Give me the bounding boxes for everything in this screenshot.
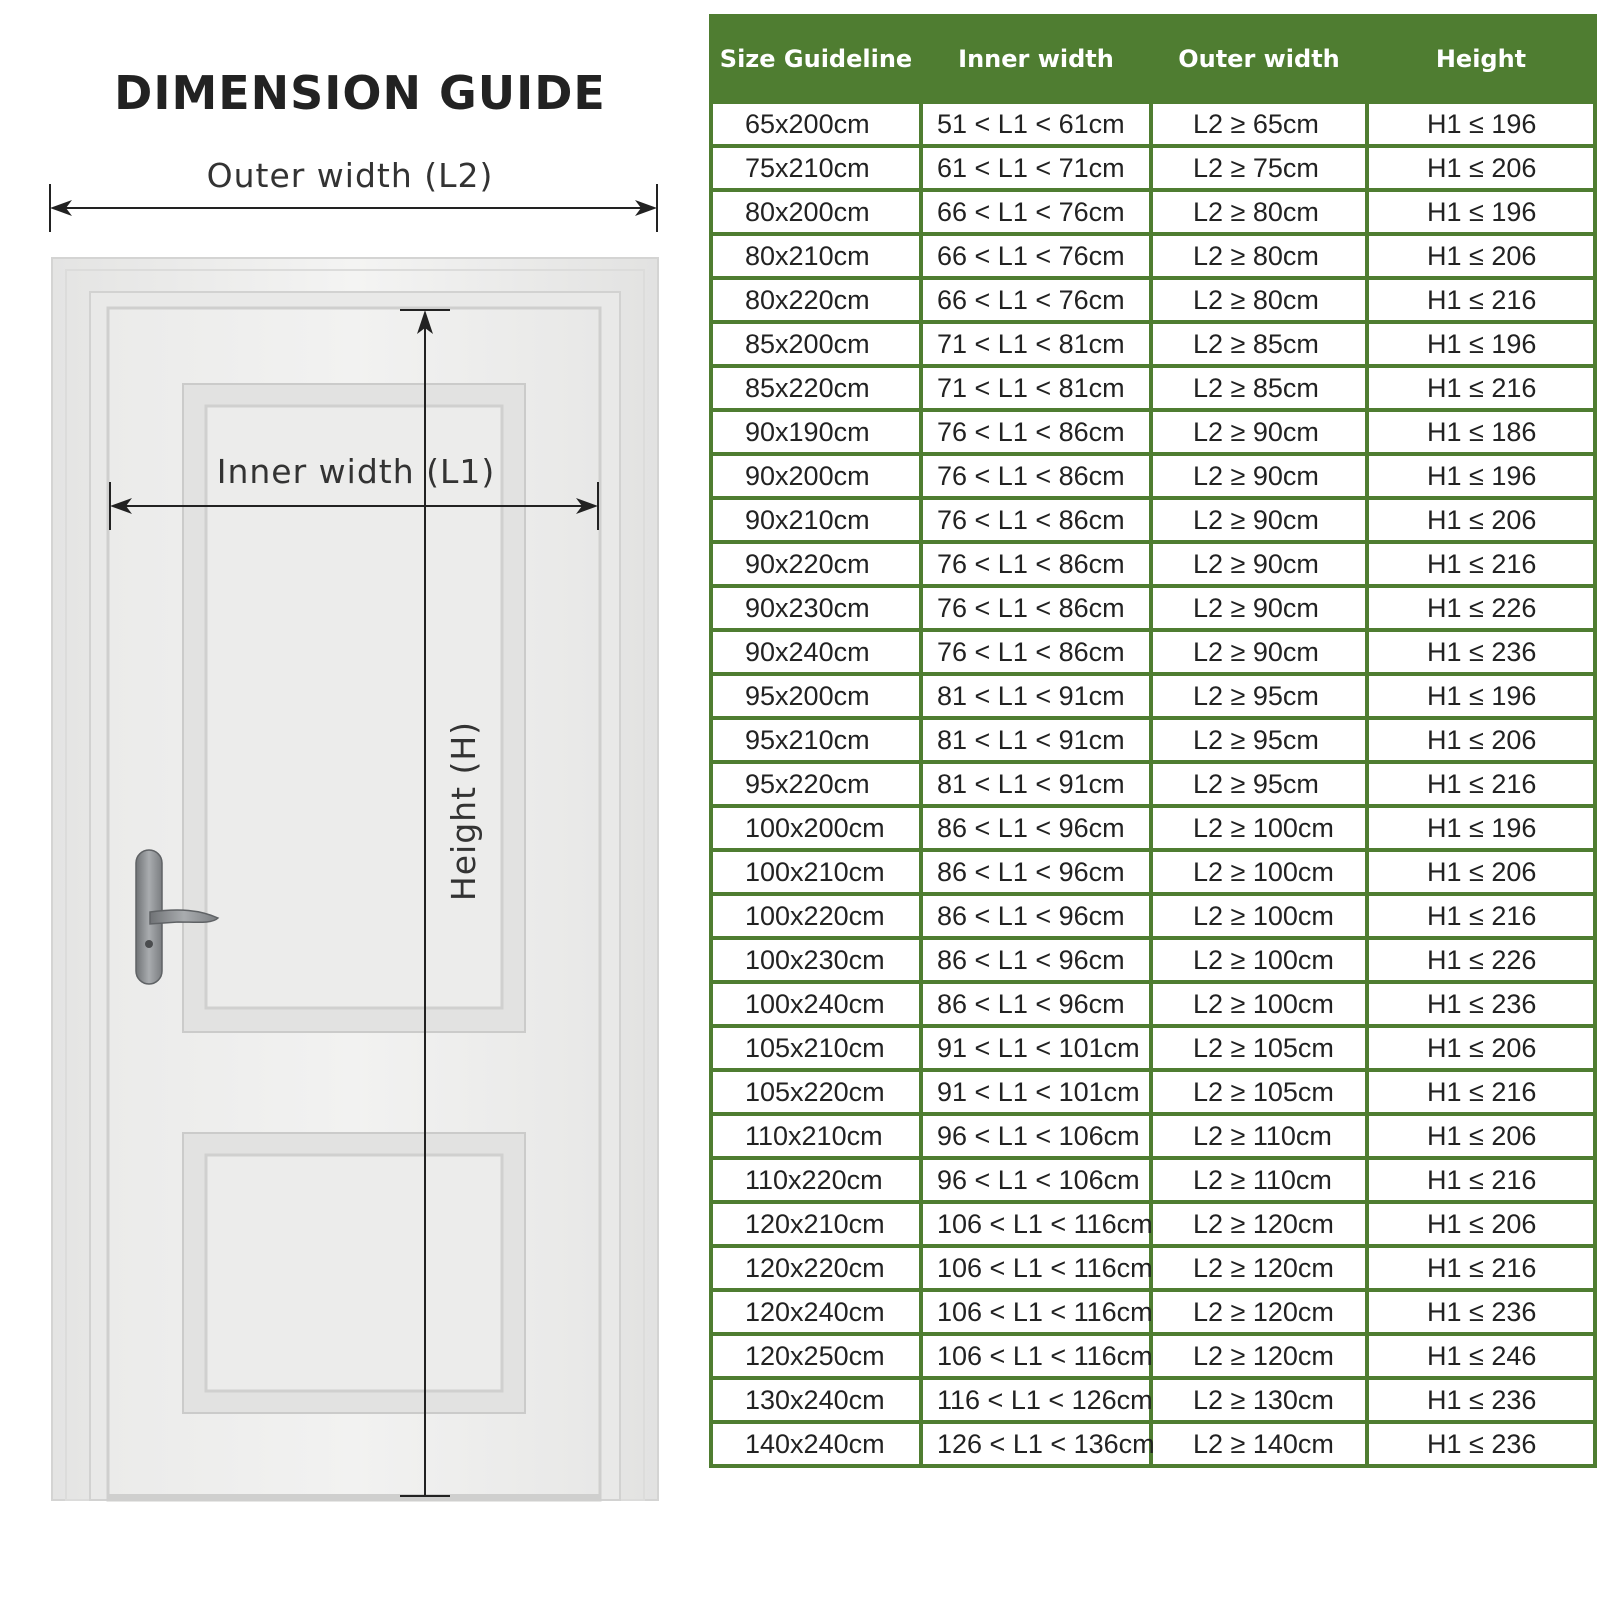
inner-width-cell: 116 < L1 < 126cm	[921, 1378, 1151, 1422]
table-header-row	[711, 16, 1595, 102]
inner-width-cell: 126 < L1 < 136cm	[921, 1422, 1151, 1466]
size-cell: 90x190cm	[711, 410, 921, 454]
outer-width-cell: L2 ≥ 120cm	[1151, 1334, 1367, 1378]
outer-width-cell: L2 ≥ 80cm	[1151, 190, 1367, 234]
inner-width-cell: 71 < L1 < 81cm	[921, 322, 1151, 366]
height-cell: H1 ≤ 196	[1367, 190, 1595, 234]
height-cell: H1 ≤ 226	[1367, 586, 1595, 630]
outer-width-cell: L2 ≥ 85cm	[1151, 322, 1367, 366]
inner-width-cell: 86 < L1 < 96cm	[921, 938, 1151, 982]
header-height: Height	[1367, 16, 1595, 102]
size-cell: 90x230cm	[711, 586, 921, 630]
table-row	[711, 1070, 1595, 1114]
table-row	[711, 1378, 1595, 1422]
size-guideline-table	[709, 14, 1597, 1468]
table-row	[711, 982, 1595, 1026]
outer-width-cell: L2 ≥ 120cm	[1151, 1290, 1367, 1334]
size-cell: 90x220cm	[711, 542, 921, 586]
inner-width-cell: 76 < L1 < 86cm	[921, 630, 1151, 674]
outer-width-cell: L2 ≥ 65cm	[1151, 102, 1367, 146]
size-cell: 100x220cm	[711, 894, 921, 938]
inner-width-cell: 61 < L1 < 71cm	[921, 146, 1151, 190]
height-cell: H1 ≤ 206	[1367, 498, 1595, 542]
inner-width-cell: 106 < L1 < 116cm	[921, 1246, 1151, 1290]
size-cell: 75x210cm	[711, 146, 921, 190]
inner-width-cell: 76 < L1 < 86cm	[921, 498, 1151, 542]
height-cell: H1 ≤ 206	[1367, 1026, 1595, 1070]
table-row	[711, 850, 1595, 894]
height-cell: H1 ≤ 216	[1367, 542, 1595, 586]
height-cell: H1 ≤ 196	[1367, 102, 1595, 146]
height-label: Height (H)	[444, 720, 483, 902]
inner-width-cell: 66 < L1 < 76cm	[921, 190, 1151, 234]
size-cell: 130x240cm	[711, 1378, 921, 1422]
inner-width-cell: 91 < L1 < 101cm	[921, 1070, 1151, 1114]
door-illustration	[0, 0, 700, 1600]
table-row	[711, 894, 1595, 938]
inner-width-cell: 91 < L1 < 101cm	[921, 1026, 1151, 1070]
inner-width-cell: 76 < L1 < 86cm	[921, 410, 1151, 454]
outer-width-cell: L2 ≥ 120cm	[1151, 1202, 1367, 1246]
size-cell: 140x240cm	[711, 1422, 921, 1466]
header-size-guideline: Size Guideline	[711, 16, 921, 102]
height-cell: H1 ≤ 236	[1367, 982, 1595, 1026]
height-cell: H1 ≤ 236	[1367, 630, 1595, 674]
outer-width-cell: L2 ≥ 75cm	[1151, 146, 1367, 190]
inner-width-cell: 81 < L1 < 91cm	[921, 762, 1151, 806]
inner-width-cell: 86 < L1 < 96cm	[921, 894, 1151, 938]
inner-width-cell: 71 < L1 < 81cm	[921, 366, 1151, 410]
inner-width-cell: 86 < L1 < 96cm	[921, 850, 1151, 894]
guide-title: DIMENSION GUIDE	[114, 66, 606, 120]
outer-width-cell: L2 ≥ 90cm	[1151, 586, 1367, 630]
outer-width-cell: L2 ≥ 95cm	[1151, 718, 1367, 762]
size-cell: 80x200cm	[711, 190, 921, 234]
size-cell: 100x210cm	[711, 850, 921, 894]
table-row	[711, 718, 1595, 762]
outer-width-cell: L2 ≥ 90cm	[1151, 498, 1367, 542]
size-cell: 85x200cm	[711, 322, 921, 366]
outer-width-cell: L2 ≥ 100cm	[1151, 894, 1367, 938]
inner-width-cell: 106 < L1 < 116cm	[921, 1334, 1151, 1378]
height-cell: H1 ≤ 216	[1367, 762, 1595, 806]
table-row	[711, 1158, 1595, 1202]
header-outer-width: Outer width	[1151, 16, 1367, 102]
outer-width-cell: L2 ≥ 90cm	[1151, 410, 1367, 454]
outer-width-cell: L2 ≥ 80cm	[1151, 234, 1367, 278]
height-cell: H1 ≤ 236	[1367, 1290, 1595, 1334]
table-row	[711, 234, 1595, 278]
table-body	[711, 102, 1595, 1466]
size-cell: 105x210cm	[711, 1026, 921, 1070]
outer-width-cell: L2 ≥ 100cm	[1151, 982, 1367, 1026]
size-cell: 95x200cm	[711, 674, 921, 718]
table-row	[711, 498, 1595, 542]
outer-width-cell: L2 ≥ 100cm	[1151, 806, 1367, 850]
table-row	[711, 1246, 1595, 1290]
height-cell: H1 ≤ 206	[1367, 146, 1595, 190]
outer-width-cell: L2 ≥ 120cm	[1151, 1246, 1367, 1290]
table-row	[711, 190, 1595, 234]
table-row	[711, 1026, 1595, 1070]
size-cell: 95x220cm	[711, 762, 921, 806]
size-cell: 80x220cm	[711, 278, 921, 322]
height-cell: H1 ≤ 206	[1367, 234, 1595, 278]
height-cell: H1 ≤ 216	[1367, 894, 1595, 938]
inner-width-cell: 76 < L1 < 86cm	[921, 542, 1151, 586]
height-cell: H1 ≤ 246	[1367, 1334, 1595, 1378]
height-cell: H1 ≤ 216	[1367, 366, 1595, 410]
table-row	[711, 278, 1595, 322]
outer-width-cell: L2 ≥ 130cm	[1151, 1378, 1367, 1422]
outer-width-cell: L2 ≥ 110cm	[1151, 1114, 1367, 1158]
inner-width-cell: 96 < L1 < 106cm	[921, 1158, 1151, 1202]
height-cell: H1 ≤ 196	[1367, 454, 1595, 498]
outer-width-cell: L2 ≥ 100cm	[1151, 850, 1367, 894]
inner-width-cell: 81 < L1 < 91cm	[921, 718, 1151, 762]
size-cell: 95x210cm	[711, 718, 921, 762]
height-cell: H1 ≤ 196	[1367, 806, 1595, 850]
table-row	[711, 630, 1595, 674]
inner-width-cell: 51 < L1 < 61cm	[921, 102, 1151, 146]
table-row	[711, 410, 1595, 454]
table-row	[711, 366, 1595, 410]
height-cell: H1 ≤ 236	[1367, 1378, 1595, 1422]
outer-width-label: Outer width (L2)	[206, 156, 494, 195]
table-row	[711, 586, 1595, 630]
size-cell: 100x200cm	[711, 806, 921, 850]
table-row	[711, 454, 1595, 498]
size-cell: 120x210cm	[711, 1202, 921, 1246]
table-row	[711, 102, 1595, 146]
inner-width-cell: 76 < L1 < 86cm	[921, 586, 1151, 630]
table-row	[711, 146, 1595, 190]
header-inner-width: Inner width	[921, 16, 1151, 102]
table-row	[711, 542, 1595, 586]
outer-width-cell: L2 ≥ 90cm	[1151, 542, 1367, 586]
height-cell: H1 ≤ 216	[1367, 1246, 1595, 1290]
inner-width-cell: 66 < L1 < 76cm	[921, 278, 1151, 322]
outer-width-cell: L2 ≥ 90cm	[1151, 454, 1367, 498]
outer-width-cell: L2 ≥ 95cm	[1151, 762, 1367, 806]
inner-width-cell: 96 < L1 < 106cm	[921, 1114, 1151, 1158]
size-cell: 90x240cm	[711, 630, 921, 674]
height-cell: H1 ≤ 206	[1367, 1114, 1595, 1158]
inner-width-cell: 86 < L1 < 96cm	[921, 982, 1151, 1026]
table-row	[711, 938, 1595, 982]
inner-width-cell: 106 < L1 < 116cm	[921, 1290, 1151, 1334]
size-cell: 120x250cm	[711, 1334, 921, 1378]
inner-width-cell: 66 < L1 < 76cm	[921, 234, 1151, 278]
height-cell: H1 ≤ 206	[1367, 718, 1595, 762]
table-row	[711, 806, 1595, 850]
outer-width-cell: L2 ≥ 105cm	[1151, 1070, 1367, 1114]
inner-width-cell: 106 < L1 < 116cm	[921, 1202, 1151, 1246]
table-row	[711, 1202, 1595, 1246]
size-cell: 100x230cm	[711, 938, 921, 982]
outer-width-cell: L2 ≥ 90cm	[1151, 630, 1367, 674]
size-cell: 85x220cm	[711, 366, 921, 410]
size-cell: 100x240cm	[711, 982, 921, 1026]
height-cell: H1 ≤ 206	[1367, 850, 1595, 894]
outer-width-cell: L2 ≥ 105cm	[1151, 1026, 1367, 1070]
table-row	[711, 322, 1595, 366]
height-cell: H1 ≤ 216	[1367, 1158, 1595, 1202]
size-cell: 120x240cm	[711, 1290, 921, 1334]
size-cell: 65x200cm	[711, 102, 921, 146]
size-cell: 90x210cm	[711, 498, 921, 542]
size-cell: 80x210cm	[711, 234, 921, 278]
height-cell: H1 ≤ 216	[1367, 1070, 1595, 1114]
table-row	[711, 1422, 1595, 1466]
height-cell: H1 ≤ 196	[1367, 674, 1595, 718]
size-cell: 90x200cm	[711, 454, 921, 498]
height-cell: H1 ≤ 196	[1367, 322, 1595, 366]
inner-width-cell: 81 < L1 < 91cm	[921, 674, 1151, 718]
height-cell: H1 ≤ 236	[1367, 1422, 1595, 1466]
outer-width-cell: L2 ≥ 140cm	[1151, 1422, 1367, 1466]
table-row	[711, 674, 1595, 718]
outer-width-cell: L2 ≥ 80cm	[1151, 278, 1367, 322]
outer-width-cell: L2 ≥ 85cm	[1151, 366, 1367, 410]
outer-width-cell: L2 ≥ 95cm	[1151, 674, 1367, 718]
size-cell: 105x220cm	[711, 1070, 921, 1114]
size-cell: 120x220cm	[711, 1246, 921, 1290]
table-row	[711, 762, 1595, 806]
table-row	[711, 1290, 1595, 1334]
height-cell: H1 ≤ 226	[1367, 938, 1595, 982]
table-row	[711, 1334, 1595, 1378]
inner-width-cell: 86 < L1 < 96cm	[921, 806, 1151, 850]
outer-width-cell: L2 ≥ 110cm	[1151, 1158, 1367, 1202]
size-cell: 110x210cm	[711, 1114, 921, 1158]
height-cell: H1 ≤ 186	[1367, 410, 1595, 454]
lower-panel	[183, 1133, 525, 1413]
inner-width-label: Inner width (L1)	[216, 452, 496, 491]
inner-width-cell: 76 < L1 < 86cm	[921, 454, 1151, 498]
height-cell: H1 ≤ 206	[1367, 1202, 1595, 1246]
table-row	[711, 1114, 1595, 1158]
outer-width-cell: L2 ≥ 100cm	[1151, 938, 1367, 982]
size-cell: 110x220cm	[711, 1158, 921, 1202]
height-cell: H1 ≤ 216	[1367, 278, 1595, 322]
